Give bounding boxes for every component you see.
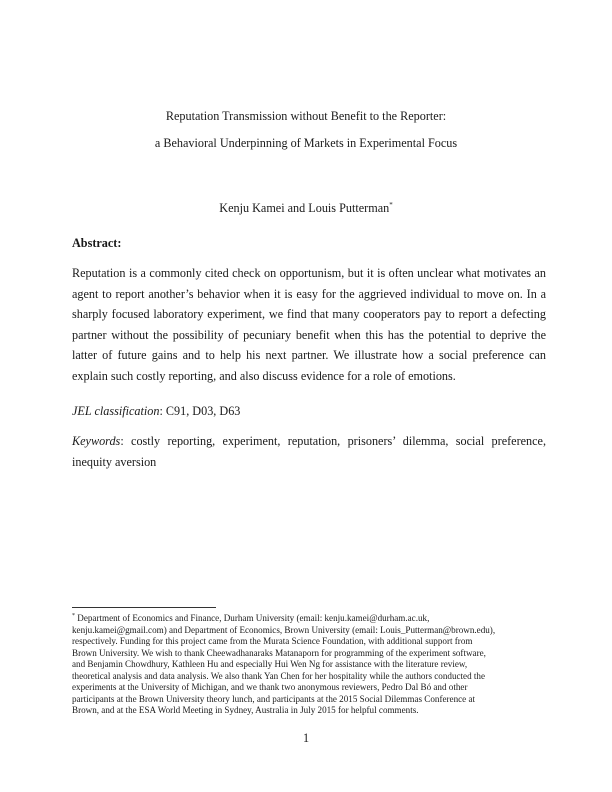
abstract-body [72, 263, 546, 387]
abstract-line: partner without the possibility of pecuniary benefit when this has the potential to deprive the [72, 327, 546, 342]
footnote-line: experiments at the University of Michigan, and we thank two anonymous reviewers, Pedro Dal Bó and other [72, 682, 468, 692]
footnote-text: Department of Economics and Finance, Durham University (email: kenju.kamei@durham.ac.uk, [75, 613, 430, 623]
author-line [0, 201, 612, 215]
abstract-heading: Abstract: [72, 236, 122, 250]
footnote-marker: * [72, 613, 75, 619]
abstract-line: explain such costly reporting, and also discuss evidence for a role of emotions. [72, 368, 456, 383]
page-number: 1 [302, 731, 310, 745]
footnote-line: theoretical analysis and data analysis. We also thank Yan Chen for her hospitality while the authors conducted the [72, 670, 486, 681]
footnote-line: Brown University. We wish to thank Cheewadhanaraks Matanaporn for programming of the experiment software, [72, 647, 486, 658]
keywords-value: : costly reporting, experiment, reputation, prisoners’ dilemma, social preference, [120, 434, 546, 448]
footnote-line: and Benjamin Chowdhury, Kathleen Hu and especially Hui Wen Ng for assistance with the literature review, [72, 659, 468, 669]
abstract-line: agent to report another’s behavior when it is easy for the aggrieved individual to move on. In a [72, 286, 546, 301]
footnote-line [72, 613, 546, 625]
jel-value: : C91, D03, D63 [159, 404, 241, 418]
footnote-line: respectively. Funding for this project came from the Murata Science Foundation, with additional support from [72, 636, 473, 646]
footnote-divider [72, 607, 216, 608]
author-footnote-marker[interactable]: * [389, 201, 393, 209]
footnote [72, 613, 546, 717]
abstract-line: latter of future gains and to help his next partner. We illustrate how a social preference can [72, 348, 546, 363]
abstract-line: sharply focused laboratory experiment, we find that many cooperators pay to report a defecting [72, 307, 546, 322]
footnote-line: participants at the Brown University theory lunch, and participants at the 2015 Social Dilemmas Conference at [72, 693, 476, 704]
keywords-line-2: inequity aversion [72, 454, 157, 469]
footnote-line: Brown, and at the ESA World Meeting in Sydney, Australia in July 2015 for helpful comments. [72, 705, 419, 715]
title-line-2: a Behavioral Underpinning of Markets in Experimental Focus [154, 136, 458, 150]
jel-label: JEL classification [72, 404, 160, 418]
title-line-1: Reputation Transmission without Benefit to the Reporter: [165, 109, 447, 123]
abstract-line: Reputation is a commonly cited check on opportunism, but it is often unclear what motivates an [72, 266, 546, 280]
jel-classification [72, 404, 240, 418]
keywords [72, 431, 546, 472]
footnote-line: kenju.kamei@gmail.com) and Department of Economics, Brown University (email: Louis_Putterman@brown.edu), [72, 624, 496, 635]
keywords-line-1 [72, 431, 546, 452]
author-names: Kenju Kamei and Louis Putterman [219, 201, 390, 215]
keywords-label: Keywords [72, 434, 121, 448]
